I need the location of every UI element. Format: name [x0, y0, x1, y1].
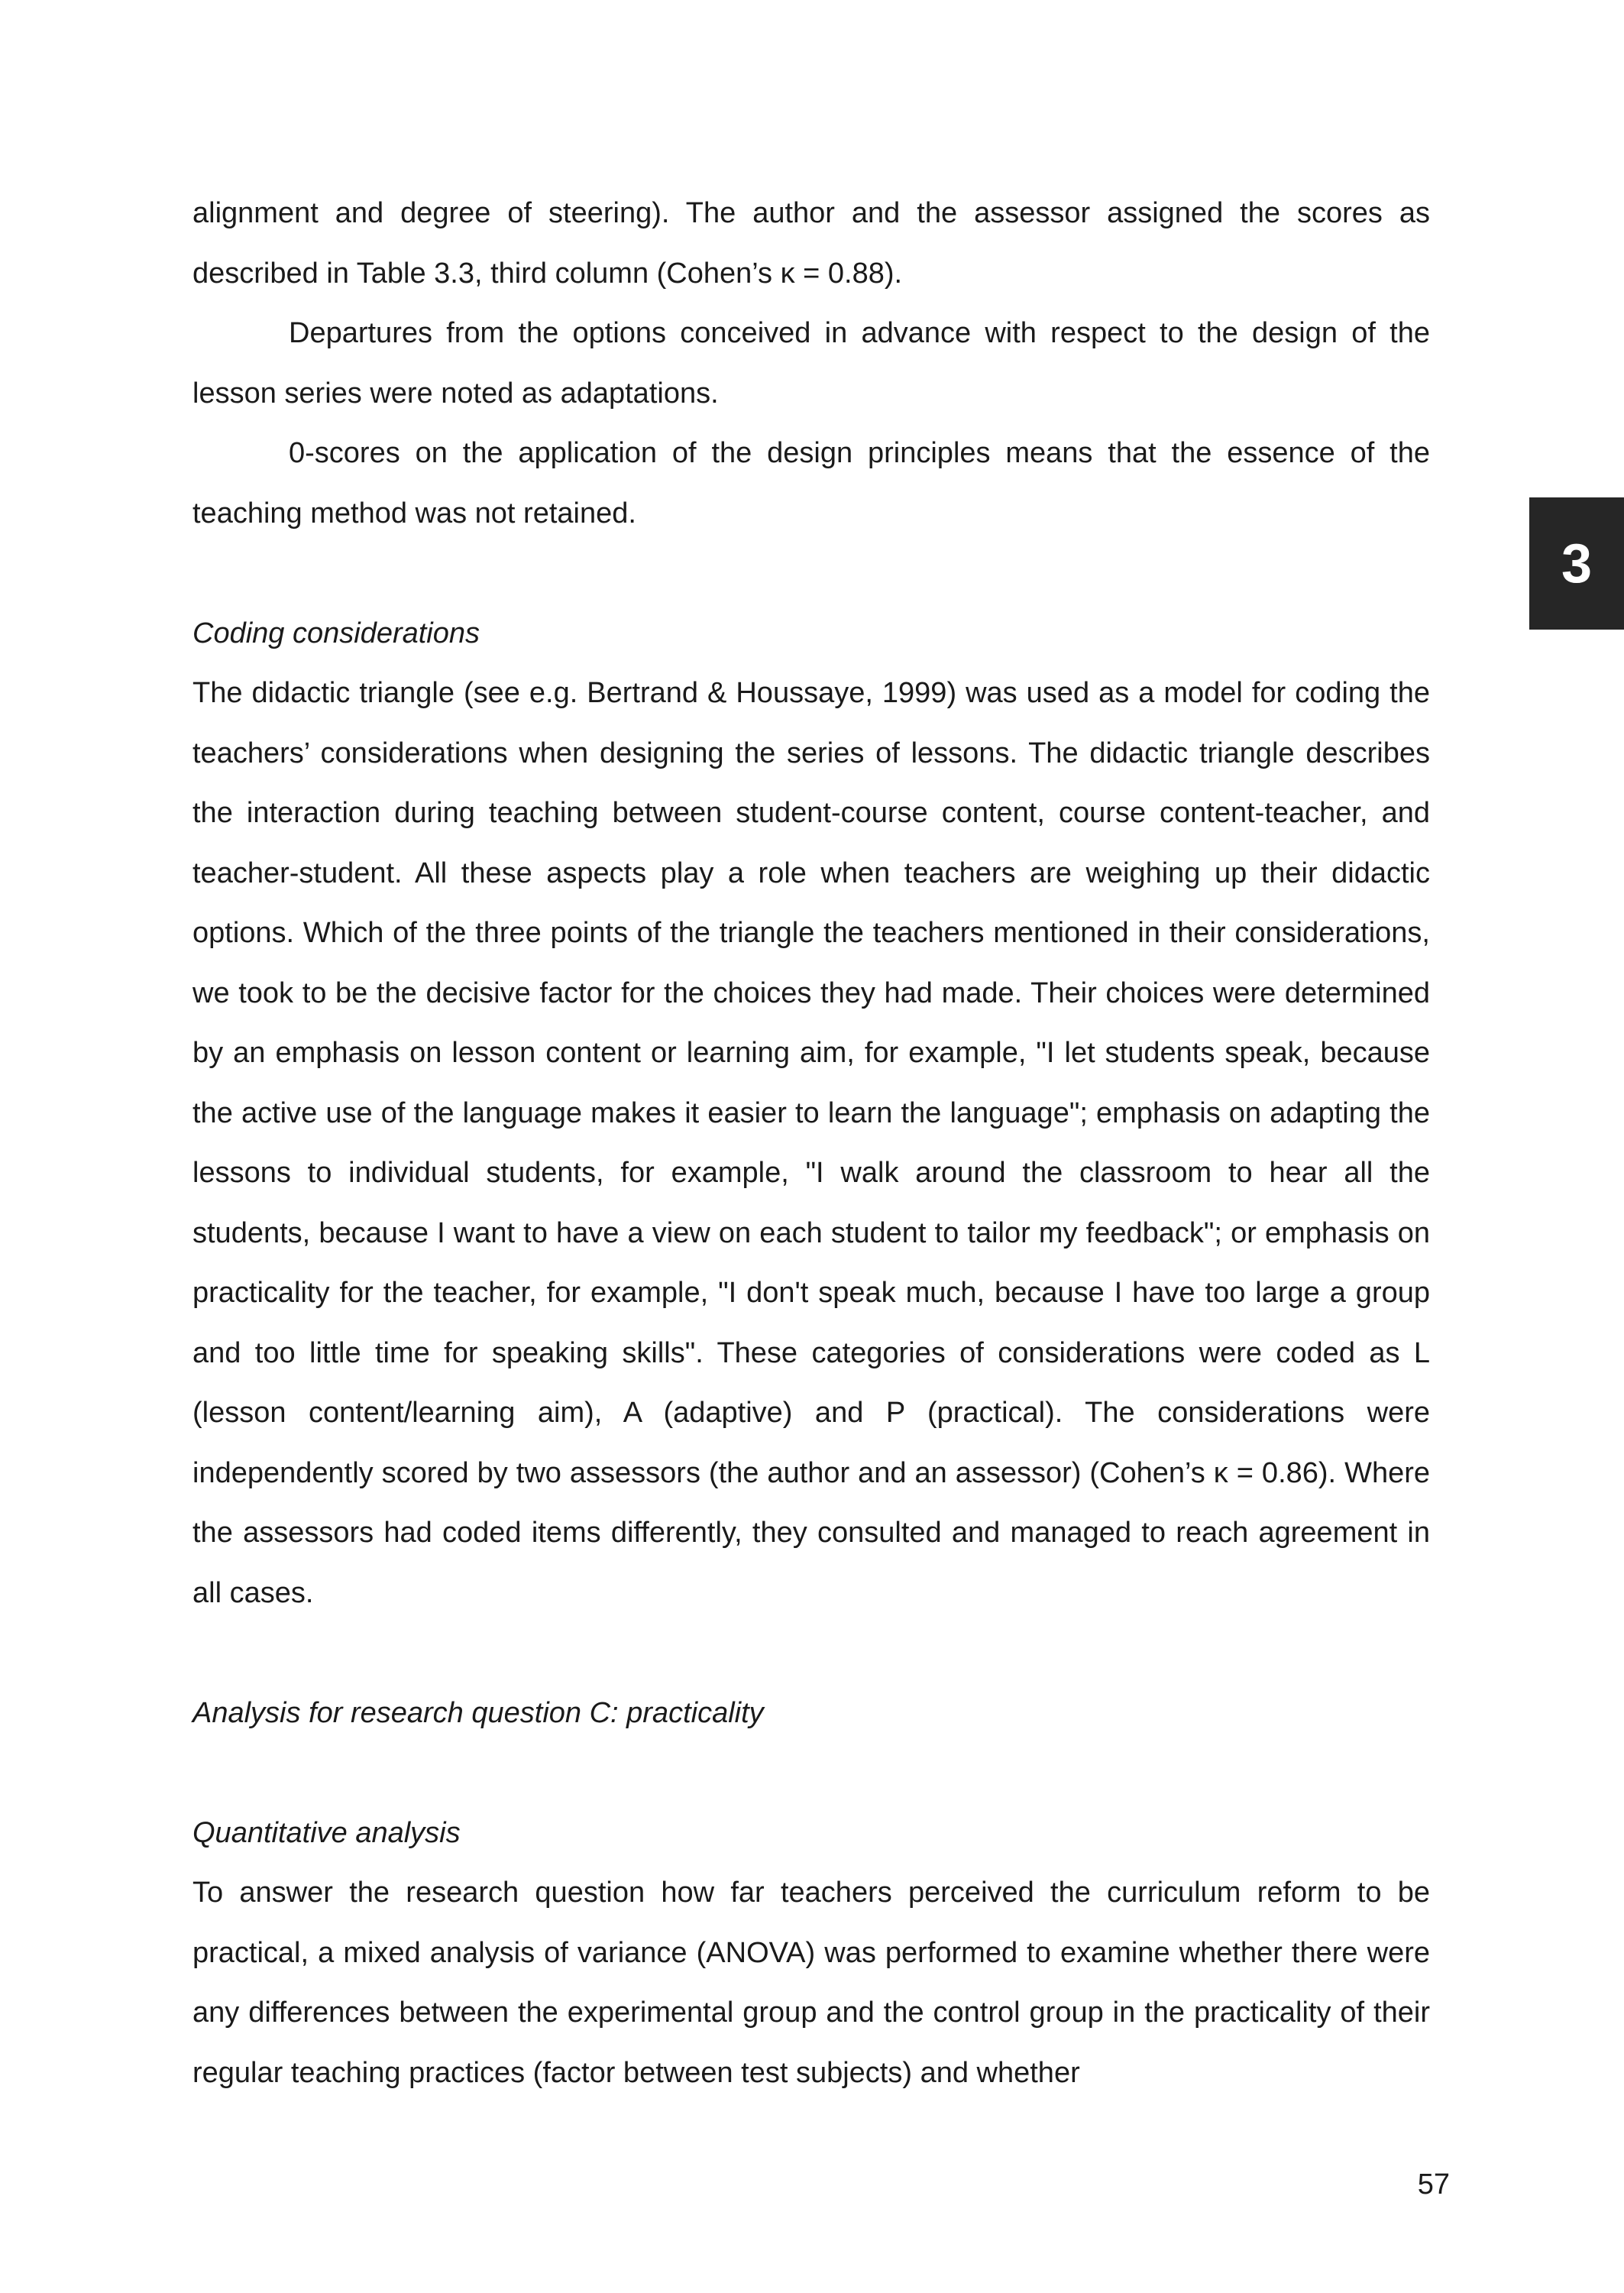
page-number: 57: [1417, 2168, 1450, 2201]
chapter-tab: 3: [1529, 497, 1624, 630]
paragraph-adaptations: Departures from the options conceived in advance with respect to the design of the lesson series were noted as adaptations.: [192, 317, 1430, 410]
paragraph-continuation: alignment and degree of steering). The author and the assessor assigned the scores as described in Table 3.3, third column (Cohen’s κ = 0.88).: [192, 197, 1430, 290]
paragraph-zero-scores: 0-scores on the application of the design principles means that the essence of the teaching method was not retained.: [192, 437, 1430, 530]
spacer: [192, 543, 1430, 604]
paragraph-didactic-triangle: The didactic triangle (see e.g. Bertrand & Houssaye, 1999) was used as a model for coding the teachers’ considerations when designing the series of lessons. The didactic triangle describes the interaction during teaching between student-course content, course content-teacher, and teacher-student. All these aspects play a role when teachers are weighing up their didactic options. Which of the three points of the triangle the teachers mentioned in their considerations, we took to be the decisive factor for the choices they had made. Their choices were determined by an emphasis on lesson content or learning aim, for example, "I let students speak, because the active use of the language makes it easier to learn the language"; emphasis on adapting the lessons to individual students, for example, "I walk around the classroom to hear all the students, because I want to have a view on each student to tailor my feedback"; or emphasis on practicality for the teacher, for example, "I don't speak much, because I have too large a group and too little time for speaking skills". These categories of considerations were coded as L (lesson content/learning aim), A (adaptive) and P (practical). The considerations were independently scored by two assessors (the author and an assessor) (Cohen’s κ = 0.86). Where the assessors had coded items differently, they consulted and managed to reach agreement in all cases.: [192, 677, 1430, 1609]
heading-research-question-c: Analysis for research question C: practicality: [192, 1696, 764, 1729]
spacer: [192, 1623, 1430, 1683]
spacer: [192, 1743, 1430, 1803]
paragraph-anova: To answer the research question how far teachers perceived the curriculum reform to be practical, a mixed analysis of variance (ANOVA) was performed to examine whether there were any differences between the experimental group and the control group in the practicality of their regular teaching practices (factor between test subjects) and whether: [192, 1877, 1430, 2089]
heading-coding-considerations: Coding considerations: [192, 617, 480, 649]
heading-quantitative-analysis: Quantitative analysis: [192, 1816, 461, 1849]
page-body: [192, 183, 1430, 2103]
